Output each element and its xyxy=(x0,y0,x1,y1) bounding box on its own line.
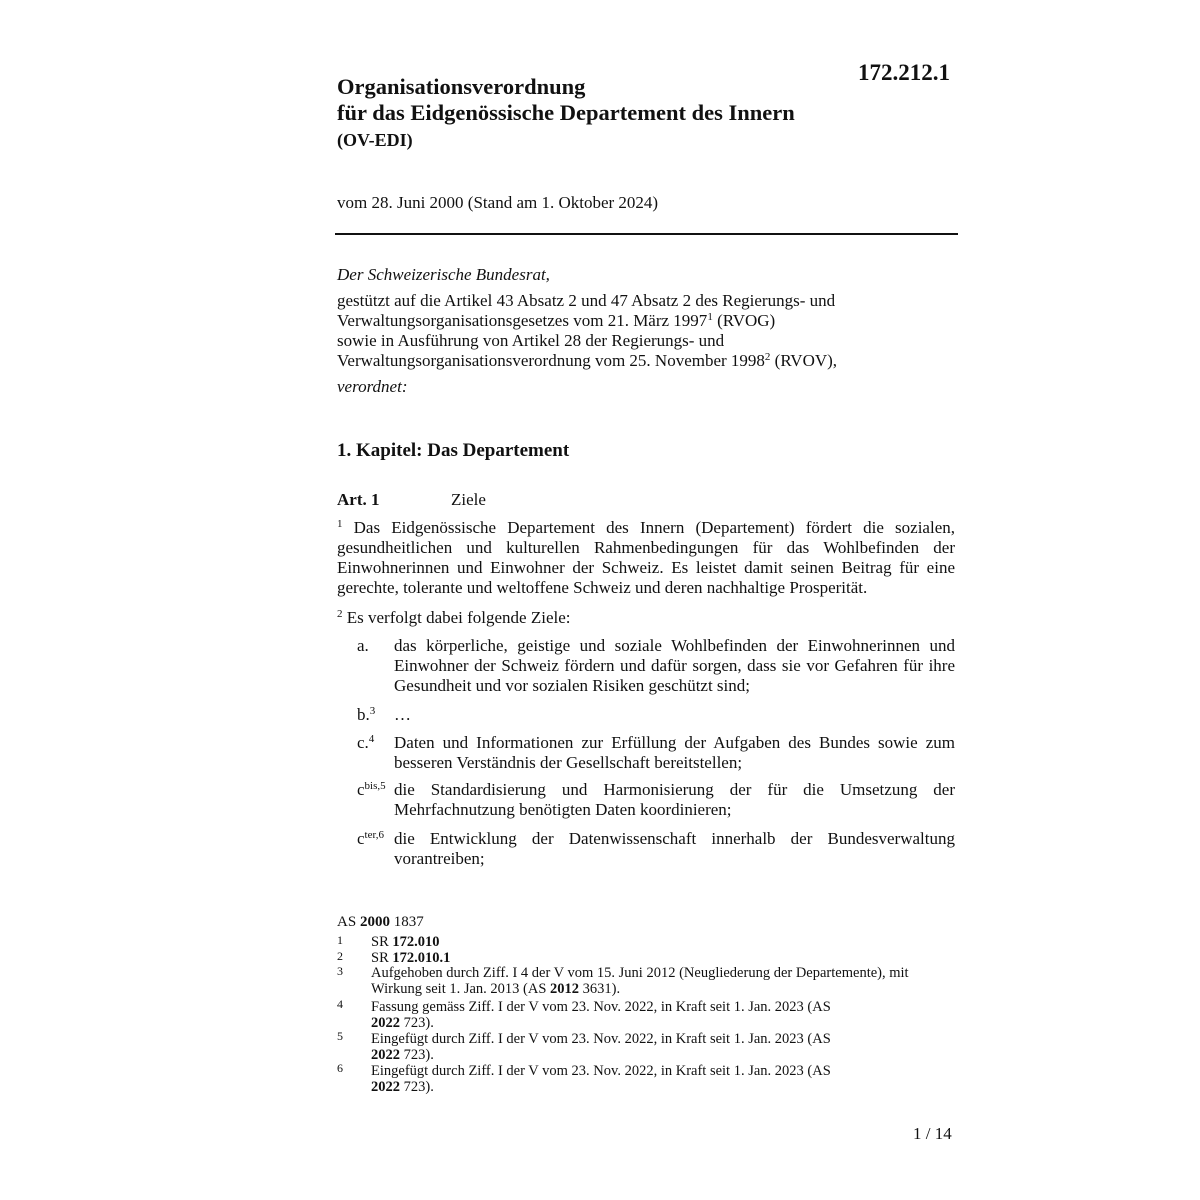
footnote-ref-6[interactable]: ter,6 xyxy=(364,829,384,841)
footnote-number: 4 xyxy=(337,997,343,1011)
preamble-line-2: Verwaltungsorganisationsgesetzes vom 21. März 1997$^1$ (RVOG) xyxy=(337,311,776,330)
list-item: Daten und Informationen zur Erfüllung der Aufgaben des Bundes sowie zum besseren Verständnis der Gesellschaft bereitstellen; xyxy=(394,733,955,772)
header-divider xyxy=(335,233,958,235)
preamble-line-3: sowie in Ausführung von Artikel 28 der Regierungs- und xyxy=(337,331,725,350)
document-title xyxy=(337,74,857,126)
list-item-label: $c^{ter,6}$ xyxy=(357,829,384,848)
footnote: Eingefügt durch Ziff. I der V vom 23. Nov. 2022, in Kraft seit 1. Jan. 2023 (AS 2022 723). xyxy=(371,1031,831,1063)
preamble-decree: verordnet: xyxy=(337,377,408,396)
footnote: Fassung gemäss Ziff. I der V vom 23. Nov. 2022, in Kraft seit 1. Jan. 2023 (AS 2022 723). xyxy=(371,999,831,1031)
preamble-authority: Der Schweizerische Bundesrat, xyxy=(337,265,550,284)
footnote-number: 6 xyxy=(337,1061,343,1075)
article-paragraph-2: $^2$ Es verfolgt dabei folgende Ziele: xyxy=(337,608,571,627)
footnote-ref-1[interactable]: 1 xyxy=(707,311,713,323)
footnote-ref-3[interactable]: 3 xyxy=(369,705,376,717)
page-number: 1 / 14 xyxy=(913,1124,952,1143)
footnote: Eingefügt durch Ziff. I der V vom 23. Nov. 2022, in Kraft seit 1. Jan. 2023 (AS 2022 723). xyxy=(371,1063,831,1095)
chapter-heading: 1. Kapitel: Das Departement xyxy=(337,440,570,461)
title-line-1: Organisationsverordnung xyxy=(337,74,586,99)
list-item-label: b.$^3$ xyxy=(357,705,376,724)
footnote-ref-2[interactable]: 2 xyxy=(764,351,771,363)
official-compilation-ref: AS 2000 1837 xyxy=(337,914,424,930)
list-item-label: c.$^4$ xyxy=(357,733,375,752)
document-abbreviation: (OV-EDI) xyxy=(337,130,413,150)
footnote: Aufgehoben durch Ziff. I 4 der V vom 15. Juni 2012 (Neugliederung der Departemente), mit Wirkung seit 1. Jan. 2013 (AS 2012 3631). xyxy=(371,965,909,997)
footnote-ref-4[interactable]: 4 xyxy=(368,733,375,745)
footnote-ref-5[interactable]: bis,5 xyxy=(364,780,386,792)
list-item: … xyxy=(394,705,411,724)
article-title: Ziele xyxy=(451,490,486,509)
footnote-number: 3 xyxy=(337,964,343,978)
list-item-label: a. xyxy=(357,636,369,655)
footnote-number: 2 xyxy=(337,949,343,963)
list-item: das körperliche, geistige und soziale Wohlbefinden der Einwohnerinnen und Einwohner der Schweiz fördern und dafür sorgen, dass sie vor Gefahren für ihre Gesundheit und vor sozialen Risiken geschützt sind; xyxy=(394,636,955,695)
preamble-line-1: gestützt auf die Artikel 43 Absatz 2 und 47 Absatz 2 des Regierungs- und xyxy=(337,291,836,310)
date-line: vom 28. Juni 2000 (Stand am 1. Oktober 2024) xyxy=(337,193,659,212)
article-paragraph-1: $^1$ Das Eidgenössische Departement des Innern (Departement) fördert die sozialen, gesundheitlichen und kulturellen Rahmenbedingungen für das Wohlbefinden der Einwohnerinnen und Einwohner der Schweiz. Es leistet damit seinen Beitrag für eine gerechte, tolerante und weltoffene Schweiz und deren nachhaltige Prosperität. xyxy=(337,518,955,597)
footnote: SR 172.010 xyxy=(371,934,440,950)
list-item: die Standardisierung und Harmonisierung der für die Umsetzung der Mehrfachnutzung benötigten Daten koordinieren; xyxy=(394,780,955,819)
preamble-line-4: Verwaltungsorganisationsverordnung vom 25. November 1998$^2$ (RVOV), xyxy=(337,351,838,370)
article-number: Art. 1 xyxy=(337,490,380,509)
list-item: die Entwicklung der Datenwissenschaft innerhalb der Bundesverwaltung vorantreiben; xyxy=(394,829,955,868)
list-item-label: $c^{bis,5}$ xyxy=(357,780,386,799)
footnote-number: 1 xyxy=(337,933,343,947)
footnote: SR 172.010.1 xyxy=(371,950,451,966)
footnote-number: 5 xyxy=(337,1029,343,1043)
title-line-2: für das Eidgenössische Departement des Innern xyxy=(337,100,795,125)
sr-number: 172.212.1 xyxy=(858,60,950,85)
